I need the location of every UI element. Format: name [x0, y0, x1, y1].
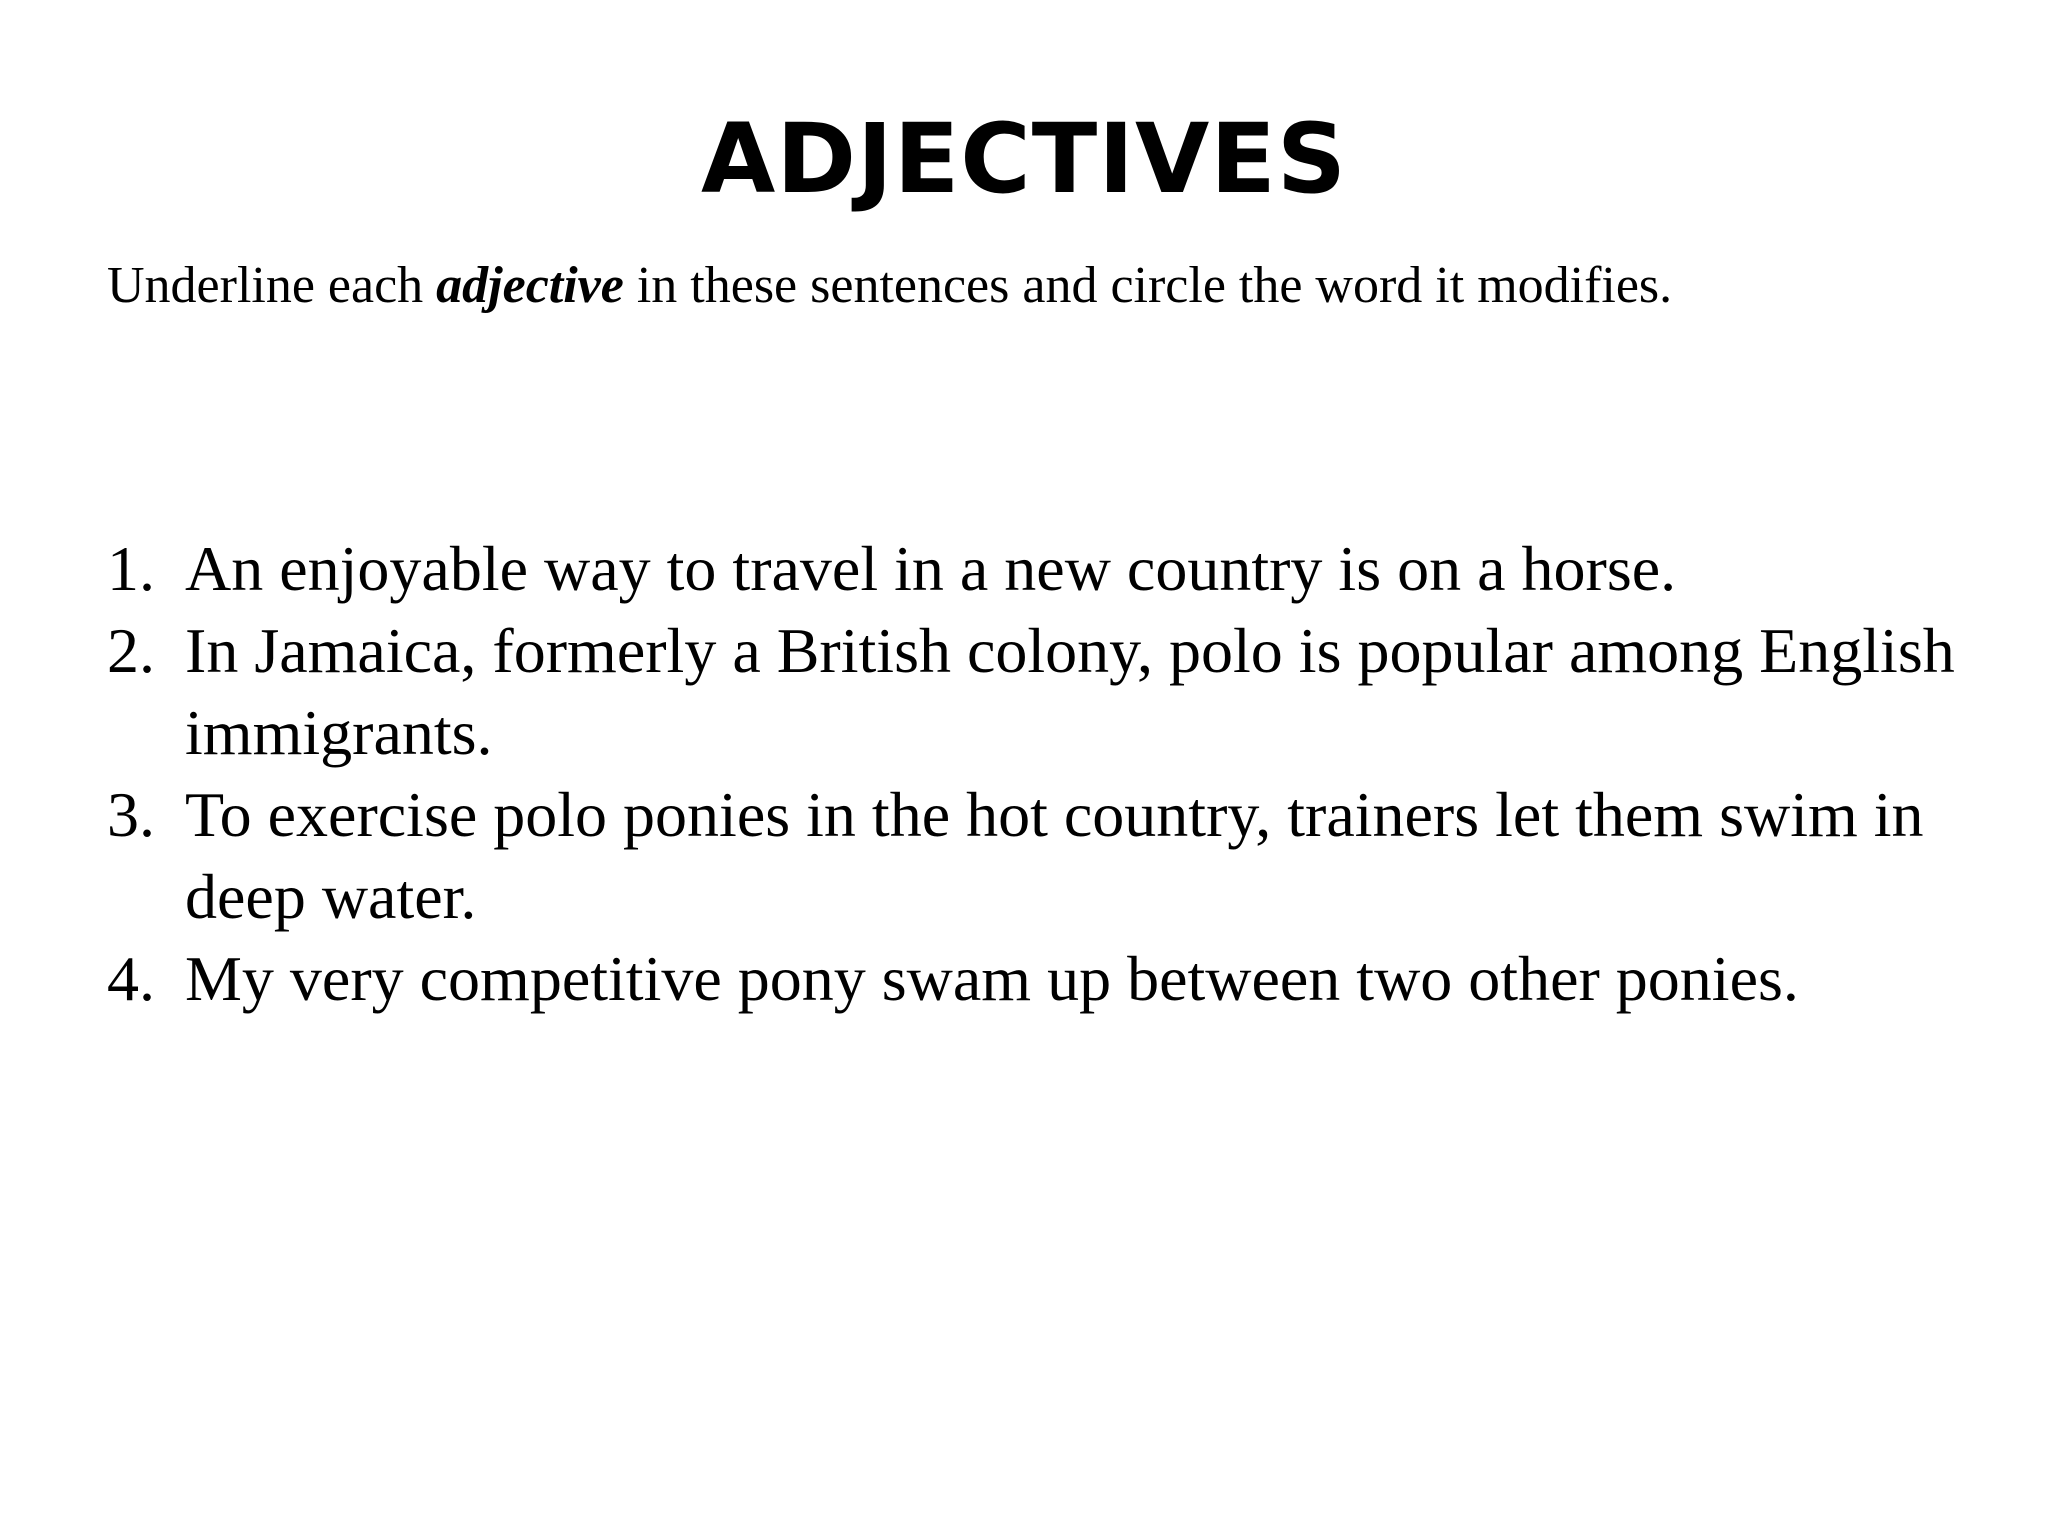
sentence-list — [107, 528, 1957, 1020]
slide-title: ADJECTIVES — [701, 103, 1347, 215]
list-item-text: My very competitive pony swam up between two other ponies. — [185, 943, 1799, 1014]
list-item — [107, 938, 1957, 1020]
instructions-after: in these sentences and circle the word it modifies. — [623, 257, 1673, 314]
list-item-number: 1. — [107, 533, 155, 604]
list-item-text: In Jamaica, formerly a British colony, polo is popular among English immigrants. — [185, 615, 1955, 768]
instructions-text — [107, 252, 1862, 320]
list-item-text: To exercise polo ponies in the hot country, trainers let them swim in deep water. — [185, 779, 1924, 932]
list-item-number: 2. — [107, 615, 155, 686]
instructions-before: Underline each — [107, 257, 437, 314]
list-item-number: 4. — [107, 943, 155, 1014]
list-item-text: An enjoyable way to travel in a new country is on a horse. — [185, 533, 1677, 604]
list-item — [107, 610, 1957, 774]
instructions-emphasis: adjective — [436, 257, 624, 314]
list-item — [107, 528, 1957, 610]
list-item — [107, 774, 1957, 938]
list-item-number: 3. — [107, 779, 155, 850]
